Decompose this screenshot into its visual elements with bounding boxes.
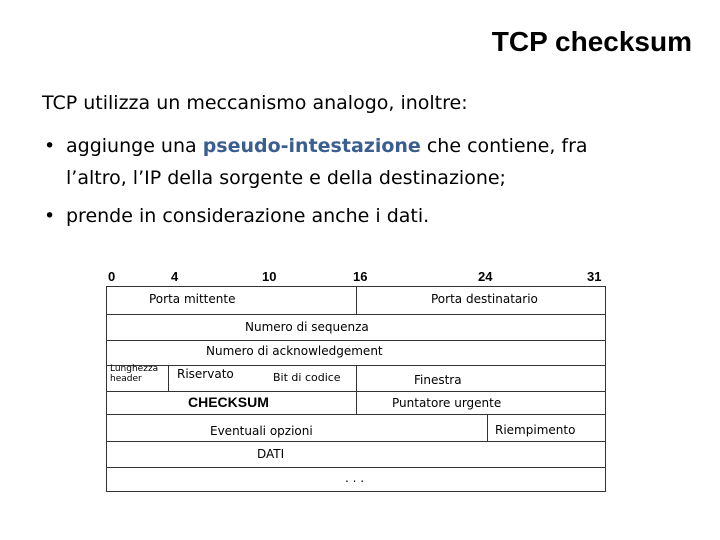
field-code-bits: Bit di codice [273, 371, 341, 384]
column-divider [356, 365, 357, 415]
field-window: Finestra [414, 373, 462, 387]
field-data: DATI [257, 447, 285, 461]
field-ack-number: Numero di acknowledgement [206, 344, 383, 358]
field-header-length-line-2: header [110, 374, 142, 384]
field-urgent-pointer: Puntatore urgente [392, 396, 502, 410]
bullet-mark: • [44, 135, 56, 157]
bullet-mark: • [44, 205, 56, 227]
slide-title: TCP checksum [491, 26, 692, 57]
row-divider [107, 441, 605, 442]
row-divider [107, 340, 605, 341]
bullet-text: prende in considerazione anche i dati. [66, 205, 430, 227]
field-reserved: Riservato [177, 367, 234, 381]
bullet-line-1 [66, 130, 588, 162]
field-header-length [110, 364, 158, 384]
column-divider [487, 415, 488, 441]
highlight-term: pseudo-intestazione [202, 135, 421, 157]
field-header-length-line-1: Lunghezza [110, 364, 159, 374]
row-divider [107, 467, 605, 468]
column-divider [168, 365, 169, 391]
bit-label-16: 16 [353, 269, 368, 284]
bullet-line-2: l’altro, l’IP della sorgente e della destinazione; [66, 167, 506, 189]
bit-label-10: 10 [262, 269, 277, 284]
intro-text: TCP utilizza un meccanismo analogo, inoltre: [42, 92, 468, 114]
bit-label-24: 24 [478, 269, 493, 284]
bit-label-0: 0 [108, 269, 116, 284]
bullet-text-after: che contiene, fra [420, 135, 588, 157]
row-divider [107, 314, 605, 315]
field-source-port: Porta mittente [149, 292, 236, 306]
field-padding: Riempimento [495, 423, 576, 437]
column-divider [356, 287, 357, 314]
data-continuation: . . . [345, 471, 365, 485]
field-dest-port: Porta destinatario [431, 292, 538, 306]
field-checksum: CHECKSUM [188, 394, 269, 410]
bullet-text-before: aggiunge una [66, 135, 203, 157]
field-sequence-number: Numero di sequenza [245, 320, 369, 334]
bit-label-31: 31 [587, 269, 602, 284]
field-options: Eventuali opzioni [210, 424, 313, 438]
bit-label-4: 4 [171, 269, 179, 284]
tcp-header-diagram [106, 286, 606, 492]
